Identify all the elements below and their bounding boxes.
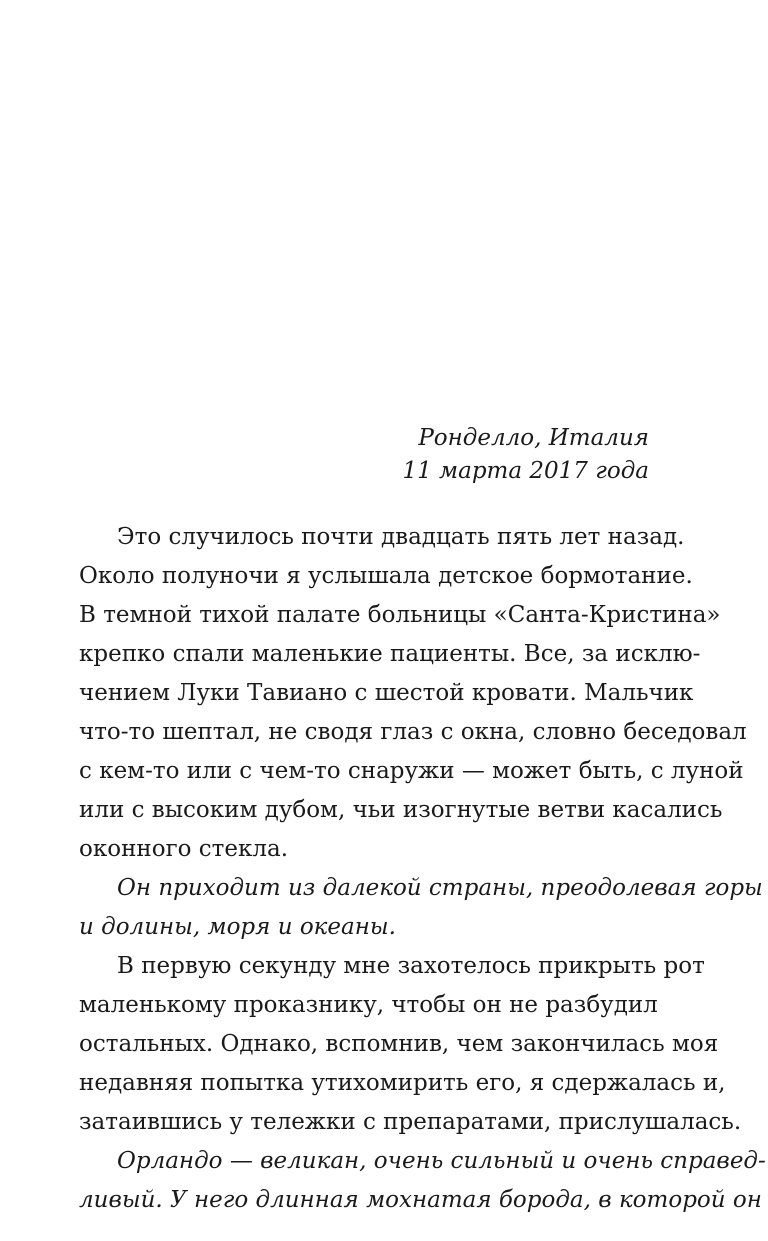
- header-date: 11 марта 2017 года: [402, 458, 649, 484]
- text-line: ливый. У него длинная мохнатая борода, в которой он: [79, 1187, 762, 1213]
- text-line: оконного стекла.: [79, 836, 289, 862]
- text-line: маленькому проказнику, чтобы он не разбудил: [79, 992, 658, 1018]
- paragraph-4: [79, 1142, 766, 1220]
- text-line: Это случилось почти двадцать пять лет назад.: [117, 524, 685, 550]
- text-line: чением Луки Тавиано с шестой кровати. Мальчик: [79, 680, 694, 706]
- text-line: и долины, моря и океаны.: [79, 914, 396, 940]
- text-line: В темной тихой палате больницы «Санта-Кристина»: [79, 602, 721, 628]
- chapter-header: [402, 422, 649, 488]
- text-line: Он приходит из далекой страны, преодолевая горы: [117, 875, 763, 901]
- text-line: затаившись у тележки с препаратами, прислушалась.: [79, 1109, 742, 1135]
- paragraph-2: [79, 869, 763, 947]
- text-line: Около полуночи я услышала детское бормотание.: [79, 563, 693, 589]
- text-line: недавняя попытка утихомирить его, я сдержалась и,: [79, 1070, 726, 1096]
- header-place: Ронделло, Италия: [418, 425, 649, 451]
- paragraph-3: [79, 947, 742, 1142]
- body-text: [79, 518, 766, 1220]
- text-line: Орландо — великан, очень сильный и очень справед-: [117, 1148, 766, 1174]
- text-line: крепко спали маленькие пациенты. Все, за исклю-: [79, 641, 701, 667]
- text-line: остальных. Однако, вспомнив, чем закончилась моя: [79, 1031, 719, 1057]
- paragraph-1: [79, 518, 747, 869]
- text-line: с кем-то или с чем-то снаружи — может быть, с луной: [79, 758, 744, 784]
- text-line: В первую секунду мне захотелось прикрыть рот: [117, 953, 705, 979]
- text-line: что-то шептал, не сводя глаз с окна, словно беседовал: [79, 719, 747, 745]
- text-line: или с высоким дубом, чьи изогнутые ветви касались: [79, 797, 723, 823]
